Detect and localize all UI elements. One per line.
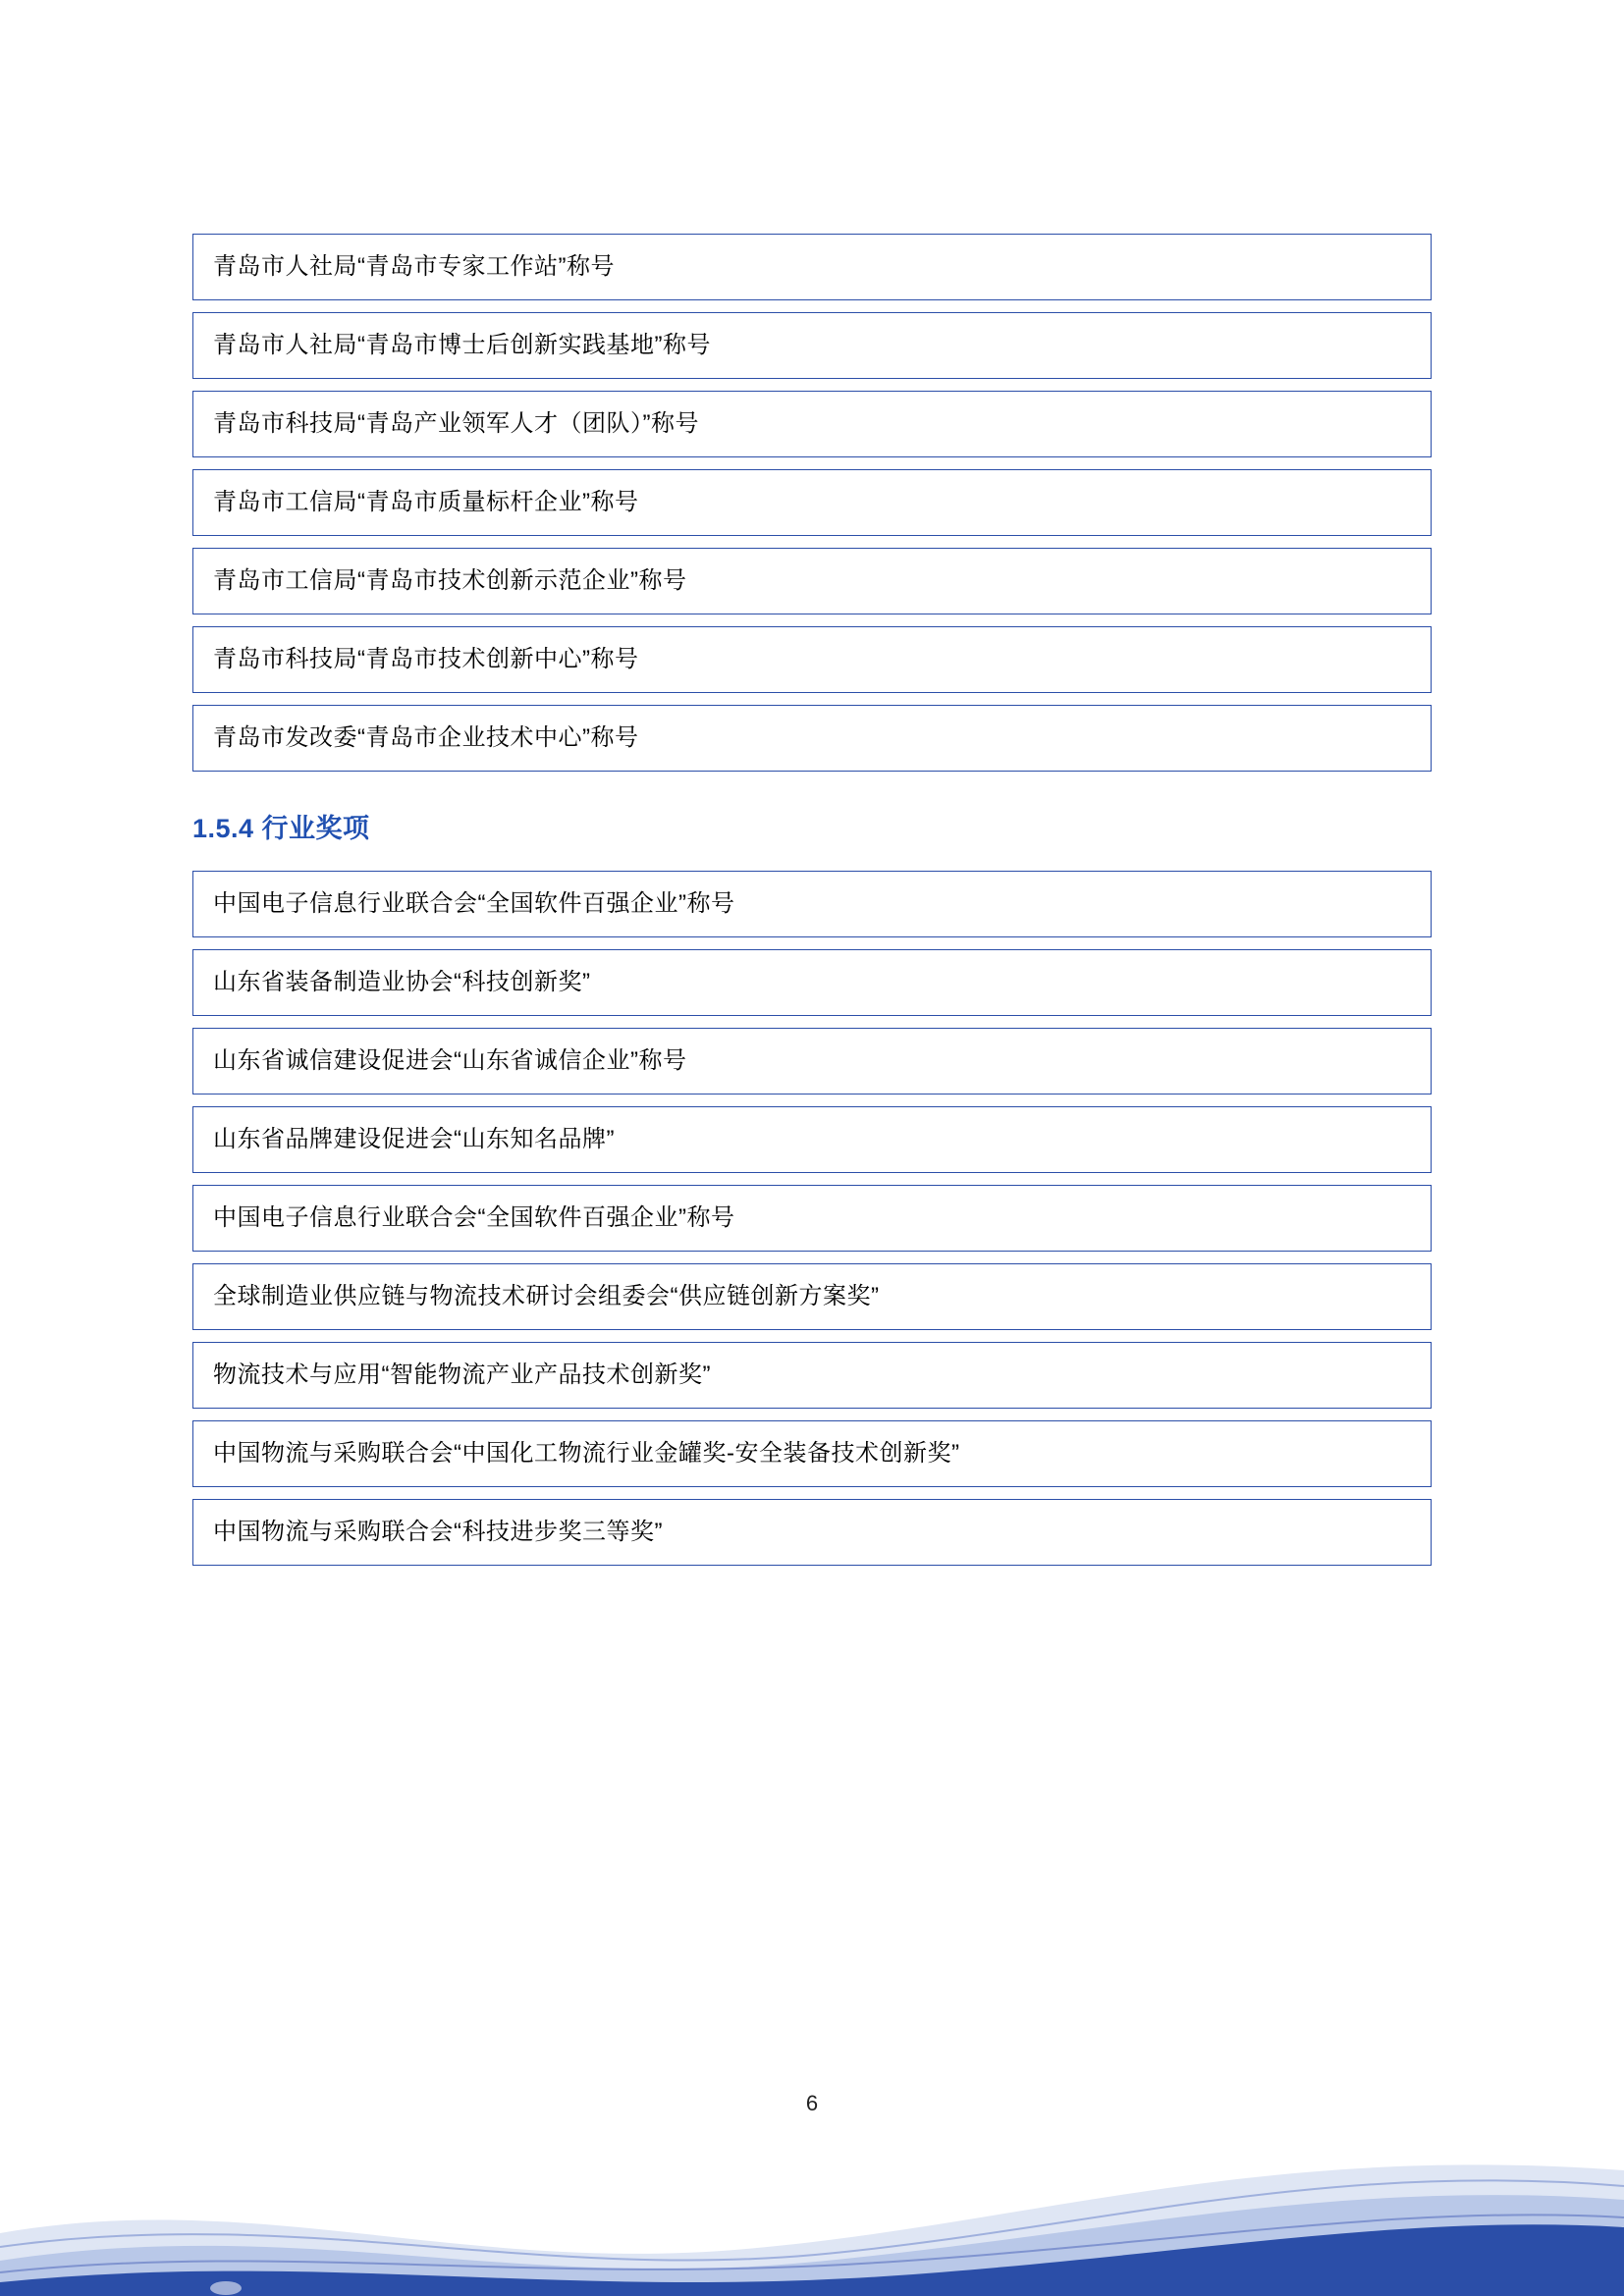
table-row [192,469,1432,536]
table-cell-text: 山东省装备制造业协会“科技创新奖” [213,969,591,996]
table-row [192,548,1432,614]
table-cell-text: 青岛市工信局“青岛市技术创新示范企业”称号 [213,567,687,595]
table-row [192,1185,1432,1252]
table-row [192,1106,1432,1173]
table-cell-text: 中国电子信息行业联合会“全国软件百强企业”称号 [213,1204,735,1232]
honors-table-industry-awards [192,871,1432,1566]
table-cell-text: 物流技术与应用“智能物流产业产品技术创新奖” [213,1362,711,1389]
table-row [192,1420,1432,1487]
table-cell-text: 山东省品牌建设促进会“山东知名品牌” [213,1126,615,1153]
table-cell-text: 山东省诚信建设促进会“山东省诚信企业”称号 [213,1047,687,1075]
table-cell-text: 全球制造业供应链与物流技术研讨会组委会“供应链创新方案奖” [213,1283,880,1310]
table-row [192,1342,1432,1409]
table-row [192,1499,1432,1566]
footer-decoration [0,2041,1624,2296]
table-cell-text: 青岛市工信局“青岛市质量标杆企业”称号 [213,489,639,516]
page-content [192,234,1432,1577]
table-cell-text: 中国物流与采购联合会“中国化工物流行业金罐奖-安全装备技术创新奖” [213,1440,960,1468]
table-row [192,391,1432,457]
table-cell-text: 青岛市人社局“青岛市专家工作站”称号 [213,253,615,281]
table-cell-text: 青岛市发改委“青岛市企业技术中心”称号 [213,724,639,752]
table-cell-text: 中国电子信息行业联合会“全国软件百强企业”称号 [213,890,735,918]
table-row [192,626,1432,693]
page-number: 6 [805,2091,819,2115]
table-cell-text: 青岛市科技局“青岛市技术创新中心”称号 [213,646,639,673]
table-cell-text: 青岛市人社局“青岛市博士后创新实践基地”称号 [213,332,711,359]
table-row [192,871,1432,937]
section-heading: 1.5.4 行业奖项 [192,814,370,843]
table-row [192,312,1432,379]
honors-table-top [192,234,1432,772]
table-cell-text: 青岛市科技局“青岛产业领军人才（团队）”称号 [213,410,699,438]
table-row [192,1263,1432,1330]
table-row [192,705,1432,772]
table-row [192,234,1432,300]
table-row [192,949,1432,1016]
table-cell-text: 中国物流与采购联合会“科技进步奖三等奖” [213,1519,663,1546]
table-row [192,1028,1432,1095]
